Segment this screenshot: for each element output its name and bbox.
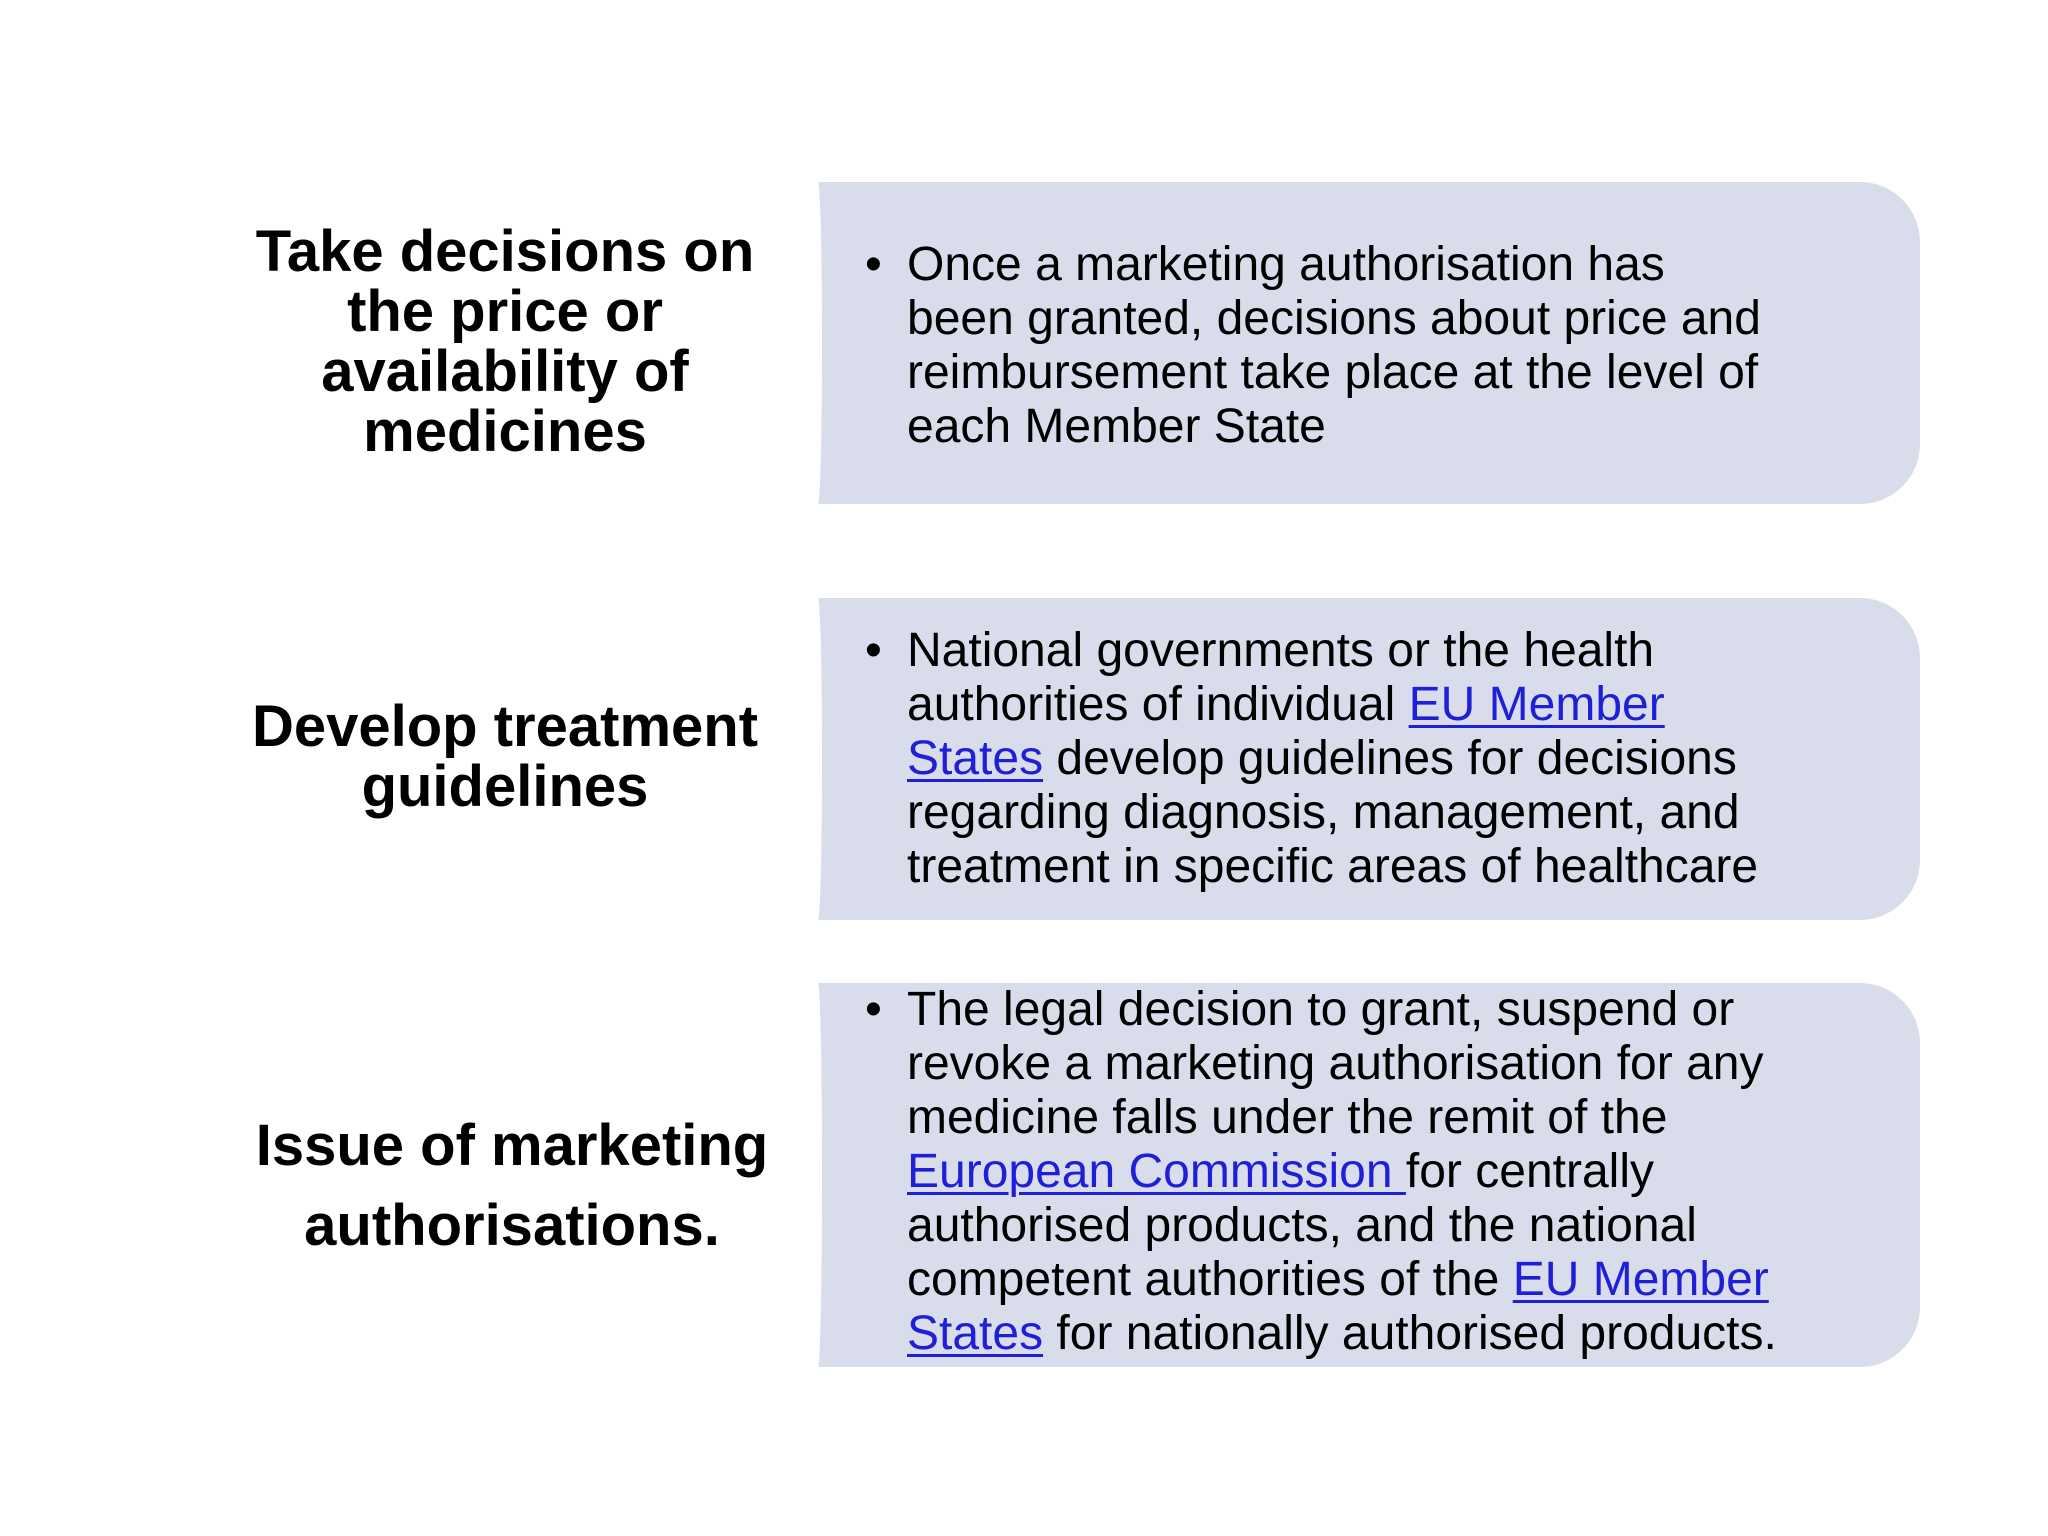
row-label-guidelines — [225, 694, 785, 819]
text-segment: National governments or the health — [907, 624, 1655, 677]
text-segment: authorities of individual — [907, 678, 1409, 731]
text-segment: The legal decision to grant, suspend or — [907, 983, 1735, 1036]
text-segment: treatment in specific areas of healthcare — [907, 840, 1759, 893]
text-segment: for nationally authorised products. — [1043, 1307, 1777, 1360]
bullet: • — [865, 983, 882, 1036]
label-line: medicines — [363, 399, 647, 464]
text-segment: been granted, decisions about price and — [907, 292, 1761, 345]
info-panel-pricing — [812, 182, 1920, 504]
hyperlink[interactable]: EU Member — [1408, 678, 1665, 731]
label-line: Issue of marketing — [255, 1113, 769, 1178]
text-line — [907, 786, 1870, 840]
text-line — [907, 678, 1870, 732]
text-segment: develop guidelines for decisions — [1043, 732, 1737, 785]
text-segment: competent authorities of the — [907, 1253, 1513, 1306]
text-line — [907, 732, 1870, 786]
text-line — [907, 1253, 1870, 1307]
text-segment: regarding diagnosis, management, and — [907, 786, 1740, 839]
panel-text-pricing — [907, 238, 1870, 454]
info-panel-guidelines — [812, 598, 1920, 920]
text-segment: for centrally — [1405, 1145, 1654, 1198]
text-line — [907, 624, 1870, 678]
hyperlink[interactable]: States — [907, 732, 1044, 785]
text-segment: revoke a marketing authorisation for any — [907, 1037, 1764, 1090]
label-line: the price or — [347, 279, 663, 344]
text-line — [907, 400, 1870, 454]
text-line — [907, 1145, 1870, 1199]
label-line: Develop treatment — [251, 694, 759, 759]
bullet: • — [865, 238, 882, 291]
hyperlink[interactable]: EU Member — [1512, 1253, 1769, 1306]
text-line — [907, 983, 1870, 1037]
text-segment: each Member State — [907, 400, 1326, 453]
info-panel-authorisations — [812, 983, 1920, 1367]
text-line — [907, 840, 1870, 894]
text-line — [907, 1037, 1870, 1091]
hyperlink[interactable]: European Commission — [907, 1145, 1406, 1198]
panel-text-guidelines — [907, 624, 1870, 894]
text-line — [907, 1091, 1870, 1145]
text-line — [907, 1199, 1870, 1253]
text-line — [907, 238, 1870, 292]
label-line: Take decisions on — [255, 219, 755, 284]
text-segment: medicine falls under the remit of the — [907, 1091, 1668, 1144]
bullet: • — [865, 624, 882, 677]
label-line: availability of — [321, 339, 689, 404]
label-line: guidelines — [361, 754, 649, 819]
text-line — [907, 1307, 1870, 1361]
row-label-pricing — [225, 219, 785, 464]
row-label-authorisations — [232, 1106, 792, 1266]
text-line — [907, 346, 1870, 400]
text-segment: authorised products, and the national — [907, 1199, 1697, 1252]
text-segment: Once a marketing authorisation has — [907, 238, 1665, 291]
text-segment: reimbursement take place at the level of — [907, 346, 1759, 399]
text-line — [907, 292, 1870, 346]
panel-text-authorisations — [907, 983, 1870, 1361]
hyperlink[interactable]: States — [907, 1307, 1044, 1360]
label-line: authorisations. — [304, 1193, 720, 1258]
